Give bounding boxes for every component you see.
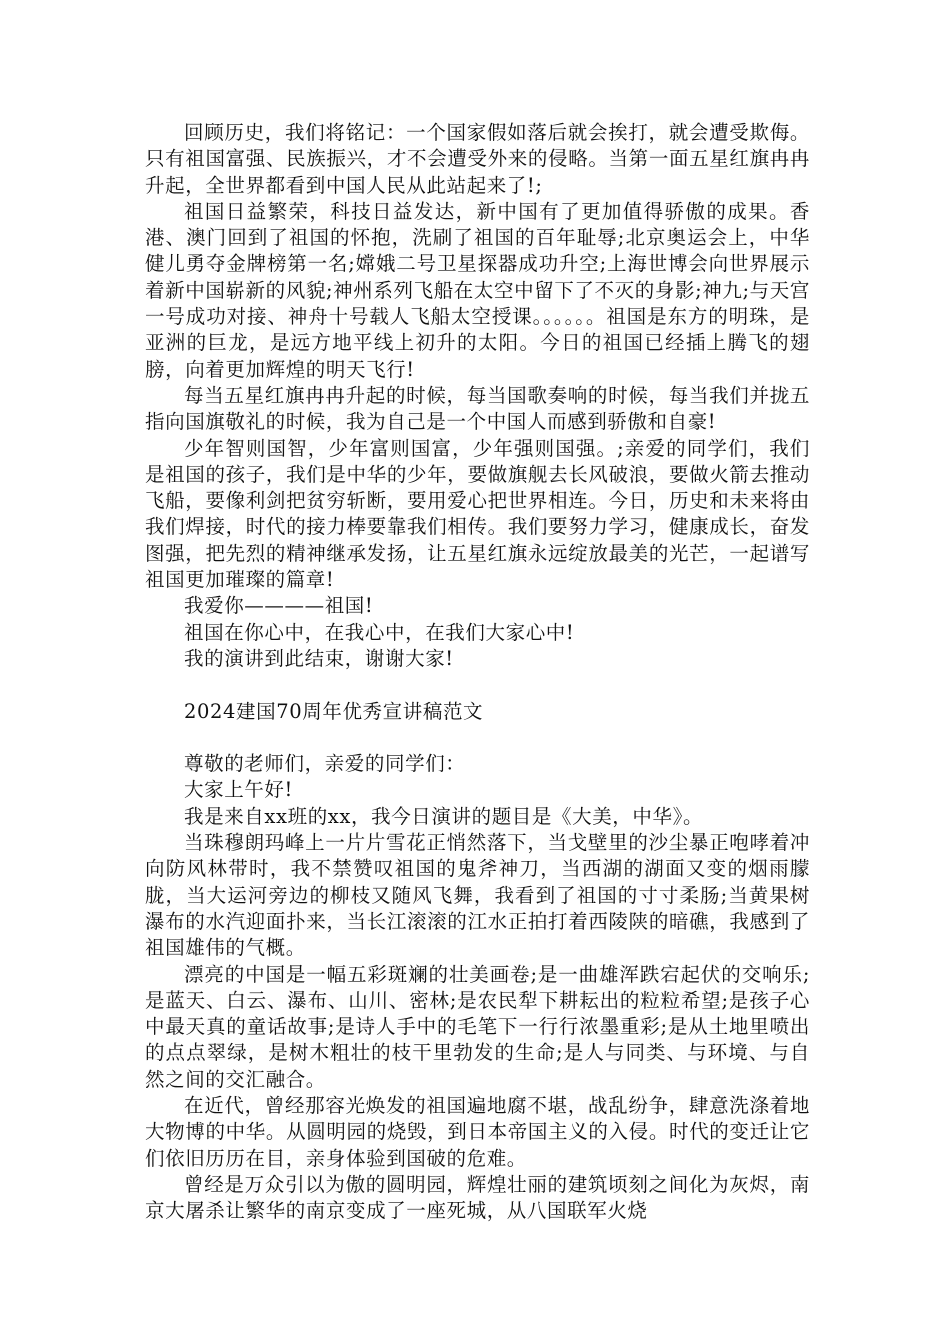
line-speech-end: 我的演讲到此结束，谢谢大家! bbox=[184, 646, 454, 670]
paragraph-beautiful-china: 漂亮的中国是一幅五彩斑斓的壮美画卷;是一曲雄浑跌宕起伏的交响乐;是蓝天、白云、瀑布、山川、密林;是农民犁下耕耘出的粒粒希望;是孩子心中最天真的童话故事;是诗人手中的毛笔下一行行浓墨重彩;是从土地里喷出的点点翠绿，是树木粗壮的枝干里勃发的生命;是人与同类、与环境、与自然之间的交汇融合。 bbox=[145, 962, 810, 1091]
blank-line bbox=[145, 725, 810, 751]
speech-intro: 我是来自xx班的xx，我今日演讲的题目是《大美，中华》。 bbox=[184, 804, 704, 828]
paragraph-review-history: 回顾历史，我们将铭记：一个国家假如落后就会挨打，就会遭受欺侮。只有祖国富强、民族振兴，才不会遭受外来的侵略。当第一面五星红旗冉冉升起，全世界都看到中国人民从此站起来了!; bbox=[145, 121, 810, 197]
greeting: 尊敬的老师们，亲爱的同学们： bbox=[184, 752, 466, 776]
document-page bbox=[145, 120, 810, 1224]
paragraph-youth: 少年智则国智，少年富则国富，少年强则国强。;亲爱的同学们，我们是祖国的孩子，我们是中华的少年，要做旗舰去长风破浪，要做火箭去推动飞船，要像利剑把贫穷斩断，要用爱心把世界相连。今日，历史和未来将由我们焊接，时代的接力棒要靠我们相传。我们要努力学习，健康成长，奋发图强，把先烈的精神继承发扬，让五星红旗永远绽放最美的光芒，一起谱写祖国更加璀璨的篇章! bbox=[145, 436, 810, 592]
paragraph-scenery: 当珠穆朗玛峰上一片片雪花正悄然落下，当戈壁里的沙尘暴正咆哮着冲向防风林带时，我不禁赞叹祖国的鬼斧神刀，当西湖的湖面又变的烟雨朦胧，当大运河旁边的柳枝又随风飞舞，我看到了祖国的寸寸柔肠;当黄果树瀑布的水汽迎面扑来，当长江滚滚的江水正拍打着西陵陕的暗礁，我感到了祖国雄伟的气概。 bbox=[145, 831, 810, 960]
line-motherland-in-heart: 祖国在你心中，在我心中，在我们大家心中! bbox=[184, 620, 575, 644]
blank-line bbox=[145, 672, 810, 698]
line-love-motherland: 我爱你————祖国! bbox=[184, 594, 374, 618]
section-title: 2024建国70周年优秀宣讲稿范文 bbox=[184, 699, 484, 723]
paragraph-yuanmingyuan: 曾经是万众引以为傲的圆明园，辉煌壮丽的建筑顷刻之间化为灰烬，南京大屠杀让繁华的南京变成了一座死城，从八国联军火烧 bbox=[145, 1172, 810, 1223]
paragraph-motherland-prosperity: 祖国日益繁荣，科技日益发达，新中国有了更加值得骄傲的成果。香港、澳门回到了祖国的怀抱，洗刷了祖国的百年耻辱;北京奥运会上，中华健儿勇夺金牌榜第一名;嫦娥二号卫星探器成功升空;上海世博会向世界展示着新中国崭新的风貌;神州系列飞船在太空中留下了不灭的身影;神九;与天宫一号成功对接、神舟十号载人飞船太空授课。。。。。。祖国是东方的明珠，是亚洲的巨龙，是远方地平线上初升的太阳。今日的祖国已经插上腾飞的翅膀，向着更加辉煌的明天飞行! bbox=[145, 199, 810, 381]
hello-line: 大家上午好! bbox=[184, 778, 293, 802]
paragraph-flag-raising: 每当五星红旗冉冉升起的时候，每当国歌奏响的时候，每当我们并拢五指向国旗敬礼的时候，我为自己是一个中国人而感到骄傲和自豪! bbox=[145, 383, 810, 434]
paragraph-modern-history: 在近代，曾经那容光焕发的祖国遍地腐不堪，战乱纷争，肆意洗涤着地大物博的中华。从圆明园的烧毁，到日本帝国主义的入侵。时代的变迁让它们依旧历历在目，亲身体验到国破的危难。 bbox=[145, 1093, 810, 1170]
